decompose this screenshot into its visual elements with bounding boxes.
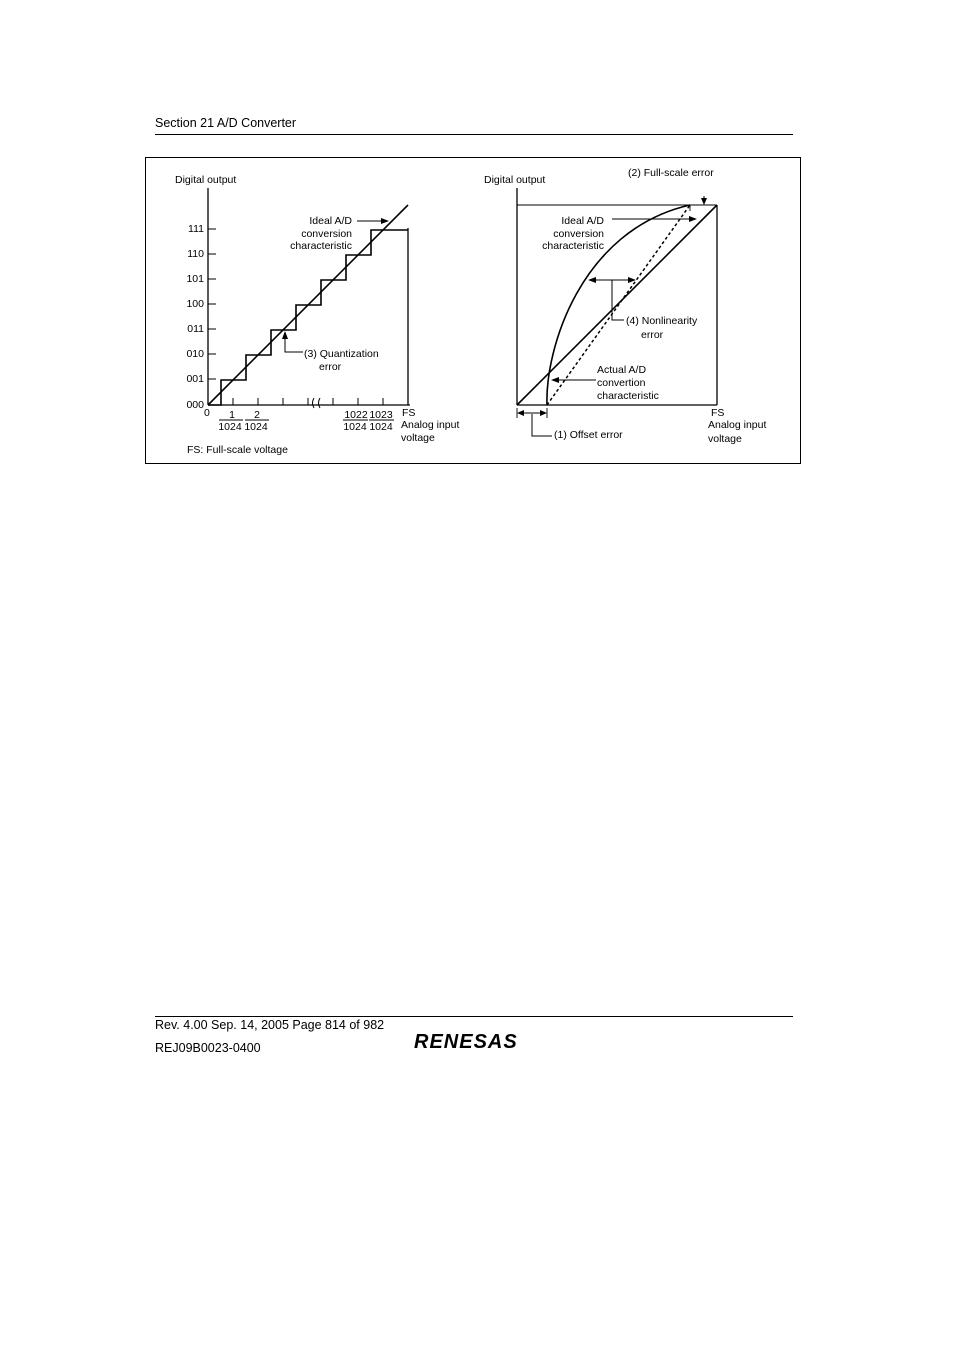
frac3-den: 1024: [343, 421, 367, 433]
ytick-label: 100: [186, 298, 204, 310]
fullscale-arrowhead: [701, 198, 707, 205]
offset-pointer: [532, 414, 552, 436]
left-xlabel-2: voltage: [401, 432, 435, 444]
ytick-label: 101: [186, 273, 204, 285]
ytick-label: 001: [186, 373, 204, 385]
origin-label: 0: [204, 407, 210, 419]
footer-revision: Rev. 4.00 Sep. 14, 2005 Page 814 of 982: [155, 1018, 385, 1032]
frac4-num: 1023: [369, 409, 393, 421]
right-fs-label: FS: [711, 407, 725, 419]
left-xlabel-1: Analog input: [401, 419, 460, 431]
ytick-label: 010: [186, 348, 204, 360]
frac1-den: 1024: [218, 421, 242, 433]
right-ideal-arrowhead: [689, 216, 697, 222]
ideal-arrowhead: [381, 218, 389, 224]
left-ylabel: Digital output: [175, 174, 237, 186]
actual-label-1: Actual A/D: [597, 364, 647, 376]
ytick-label: 000: [186, 399, 204, 411]
right-ylabel: Digital output: [484, 174, 546, 186]
frac1-num: 1: [229, 409, 235, 421]
footer-rule: [155, 1016, 793, 1017]
frac4-den: 1024: [369, 421, 393, 433]
actual-arrowhead: [551, 377, 559, 383]
left-x-ticks: [233, 398, 383, 405]
right-ideal-label-2: conversion: [553, 228, 604, 240]
ad-conversion-figure: [0, 0, 954, 480]
offset-error-label: (1) Offset error: [554, 429, 623, 441]
left-ideal-label-3: characteristic: [290, 240, 352, 252]
left-ideal-label-1: Ideal A/D: [309, 215, 352, 227]
axis-break-mark: [313, 398, 321, 408]
left-y-ticks: [208, 229, 216, 379]
quant-label-2: error: [319, 361, 342, 373]
right-ideal-label-3: characteristic: [542, 240, 604, 252]
fs-note: FS: Full-scale voltage: [187, 444, 288, 456]
renesas-logo: RENESAS: [414, 1031, 518, 1053]
frac2-den: 1024: [244, 421, 268, 433]
ytick-label: 111: [188, 223, 204, 235]
actual-label-3: characteristic: [597, 390, 659, 402]
right-xlabel-1: Analog input: [708, 419, 767, 431]
quantization-staircase: [208, 230, 408, 405]
frac2-num: 2: [254, 409, 260, 421]
ytick-label: 011: [187, 323, 204, 335]
nonlinearity-label-1: (4) Nonlinearity: [626, 315, 698, 327]
fullscale-error-label: (2) Full-scale error: [628, 167, 714, 179]
right-ideal-label-1: Ideal A/D: [561, 215, 604, 227]
left-fs-label: FS: [402, 407, 416, 419]
quant-label-1: (3) Quantization: [304, 348, 379, 360]
nonlinearity-label-2: error: [641, 329, 664, 341]
footer-doc-id: REJ09B0023-0400: [155, 1041, 261, 1055]
section-header: Section 21 A/D Converter: [155, 116, 297, 130]
frac3-num: 1022: [344, 409, 368, 421]
right-xlabel-2: voltage: [708, 433, 742, 445]
left-ideal-label-2: conversion: [301, 228, 352, 240]
quantization-arrowhead: [282, 331, 288, 339]
actual-label-2: convertion: [597, 377, 646, 389]
ytick-label: 110: [187, 248, 204, 260]
